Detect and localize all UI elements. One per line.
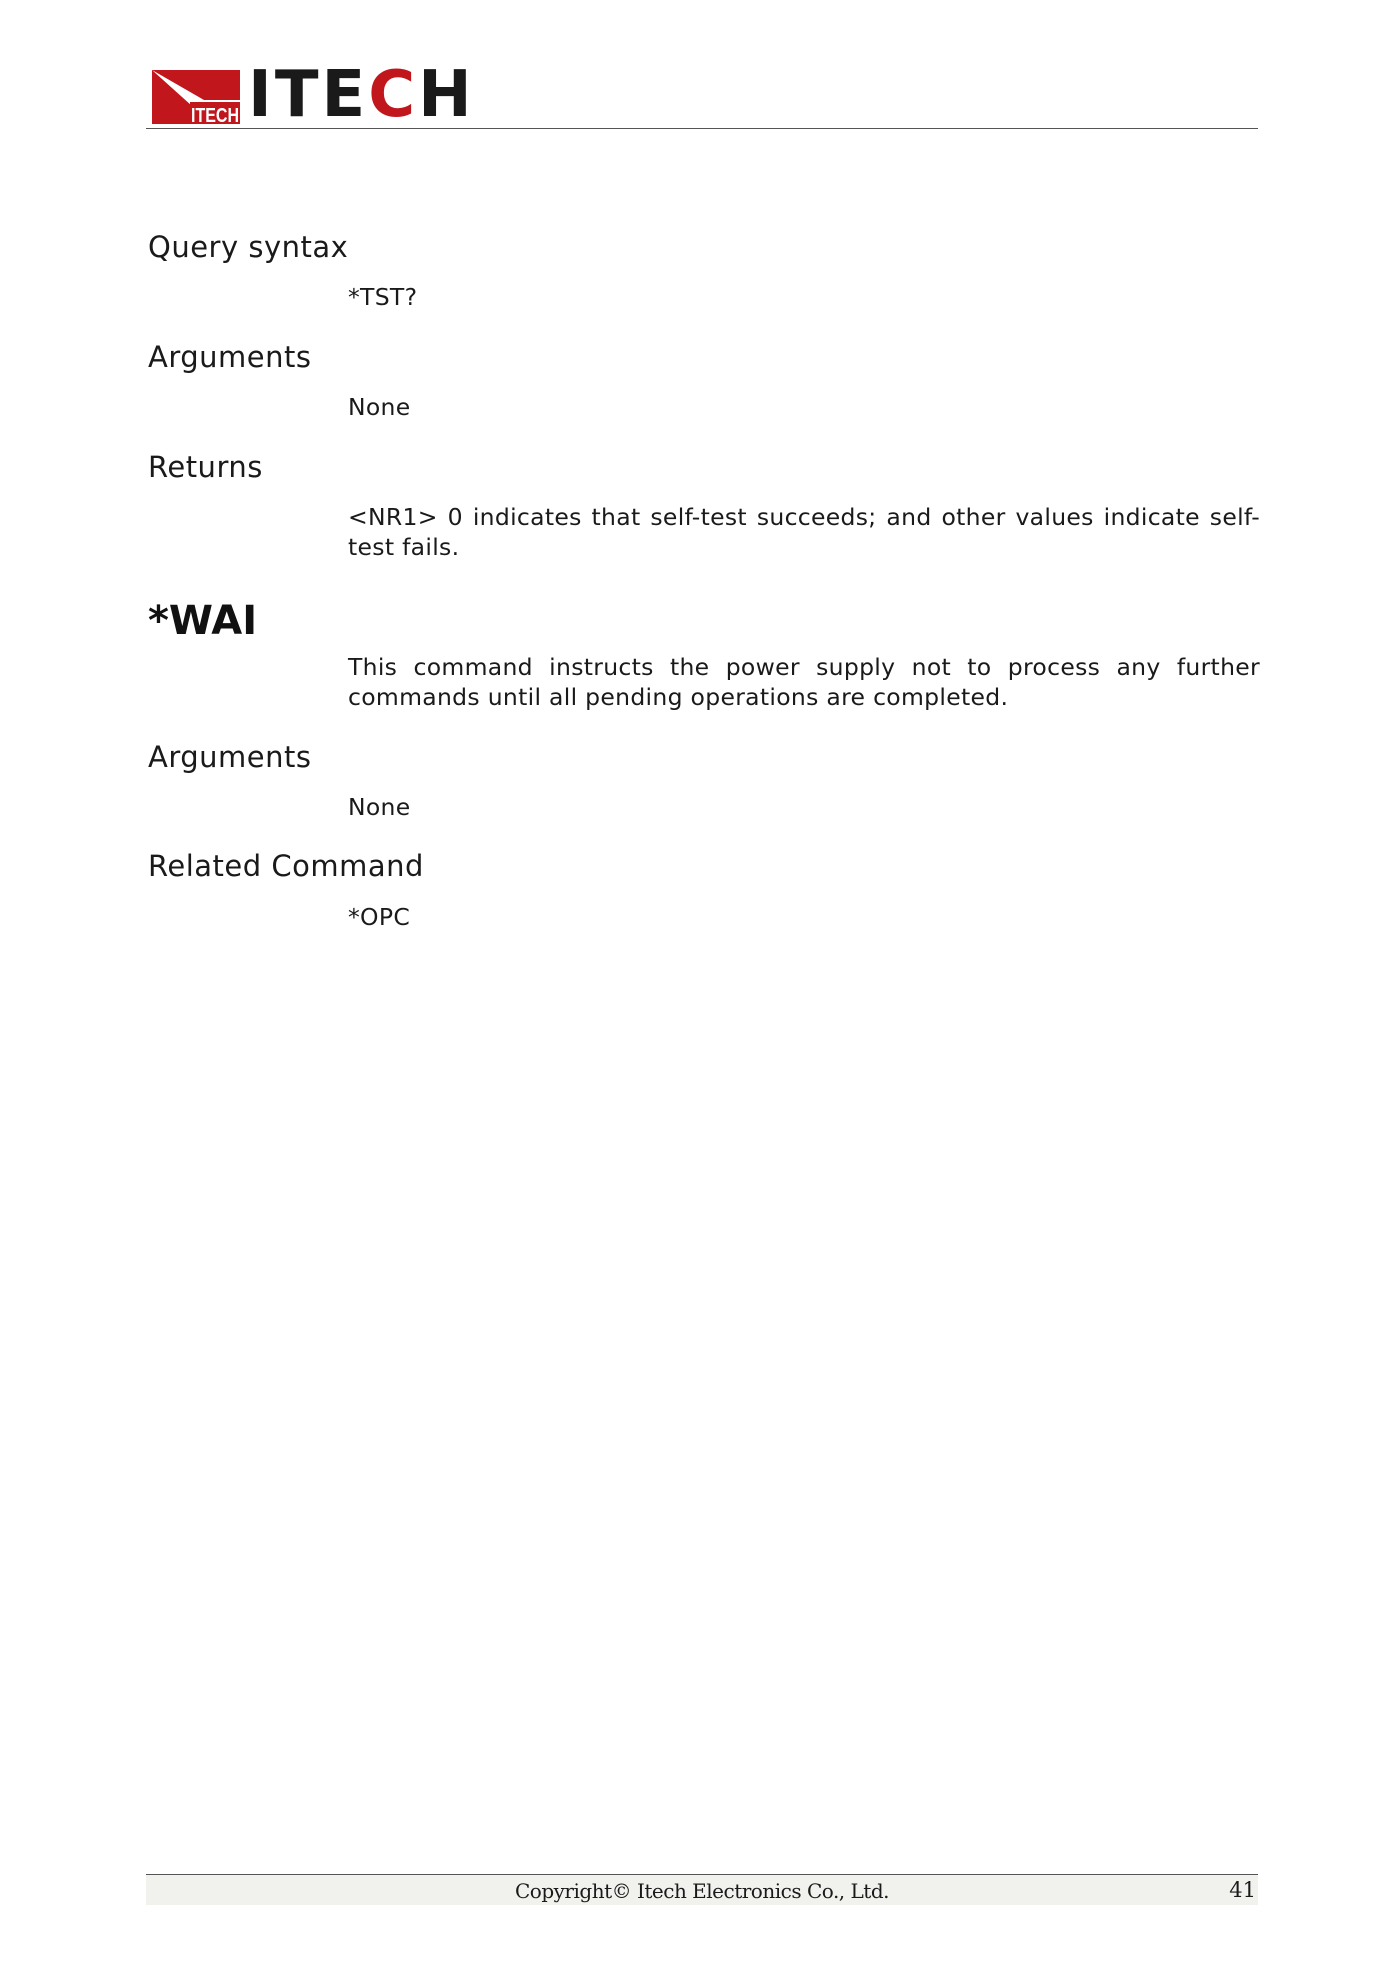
arguments-heading-1: Arguments — [148, 340, 312, 374]
arguments-value-2: None — [348, 793, 411, 821]
related-command-heading: Related Command — [148, 849, 424, 883]
page-number: 41 — [1229, 1878, 1256, 1902]
logo-wordmark: ITECH — [248, 58, 475, 132]
page-header — [146, 58, 1258, 132]
itech-logo — [152, 58, 475, 132]
query-syntax-value: *TST? — [348, 283, 418, 311]
returns-value: <NR1> 0 indicates that self-test succeeds; and other values indicate self-test fails. — [348, 503, 1260, 561]
arguments-value-1: None — [348, 393, 411, 421]
logo-mark-text: ITECH — [191, 105, 239, 127]
command-description: This command instructs the power supply not to process any further commands until all pending operations are completed. — [348, 653, 1260, 711]
command-heading: *WAI — [148, 598, 258, 644]
returns-heading: Returns — [148, 450, 263, 484]
query-syntax-heading: Query syntax — [148, 230, 349, 264]
itech-logo-mark — [152, 70, 240, 127]
page-footer — [146, 1874, 1258, 1905]
copyright-notice: Copyright© Itech Electronics Co., Ltd. — [514, 1879, 889, 1903]
arguments-heading-2: Arguments — [148, 740, 312, 774]
related-command-value: *OPC — [348, 903, 411, 931]
